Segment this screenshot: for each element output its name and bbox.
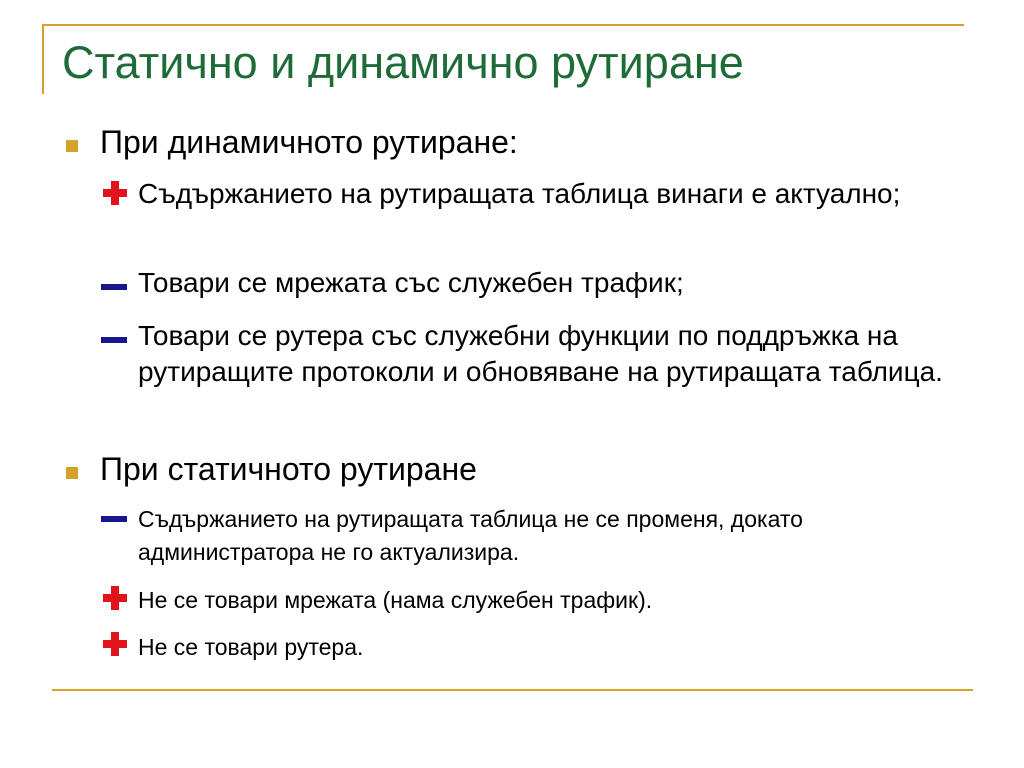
section-dynamic-heading: При динамичното рутиране: bbox=[100, 124, 518, 160]
dash-icon bbox=[101, 516, 127, 522]
plus-icon bbox=[103, 181, 127, 205]
square-bullet-icon bbox=[66, 140, 78, 152]
section-static-heading: При статичното рутиране bbox=[100, 451, 477, 487]
dynamic-item-1: Съдържанието на рутиращата таблица винаги е актуално; bbox=[138, 178, 901, 209]
plus-icon bbox=[103, 632, 127, 656]
frame-bottom-line bbox=[52, 689, 973, 691]
plus-icon bbox=[103, 586, 127, 610]
frame-top-line bbox=[42, 24, 964, 26]
dash-icon bbox=[101, 337, 127, 343]
dynamic-item-3: Товари се рутера със служебни функции по поддръжка на рутиращите протоколи и обновяване на рутиращата таблица. bbox=[138, 320, 943, 387]
dynamic-item-2: Товари се мрежата със служебен трафик; bbox=[138, 267, 684, 298]
dash-icon bbox=[101, 284, 127, 290]
frame-left-line bbox=[42, 24, 44, 94]
slide-title: Статично и динамично рутиране bbox=[62, 37, 744, 88]
square-bullet-icon bbox=[66, 467, 78, 479]
static-item-2: Не се товари мрежата (нама служебен трафик). bbox=[138, 587, 653, 613]
static-item-1: Съдържанието на рутиращата таблица не се променя, докато администратора не го актуализира. bbox=[138, 506, 803, 565]
static-item-3: Не се товари рутера. bbox=[138, 634, 364, 660]
